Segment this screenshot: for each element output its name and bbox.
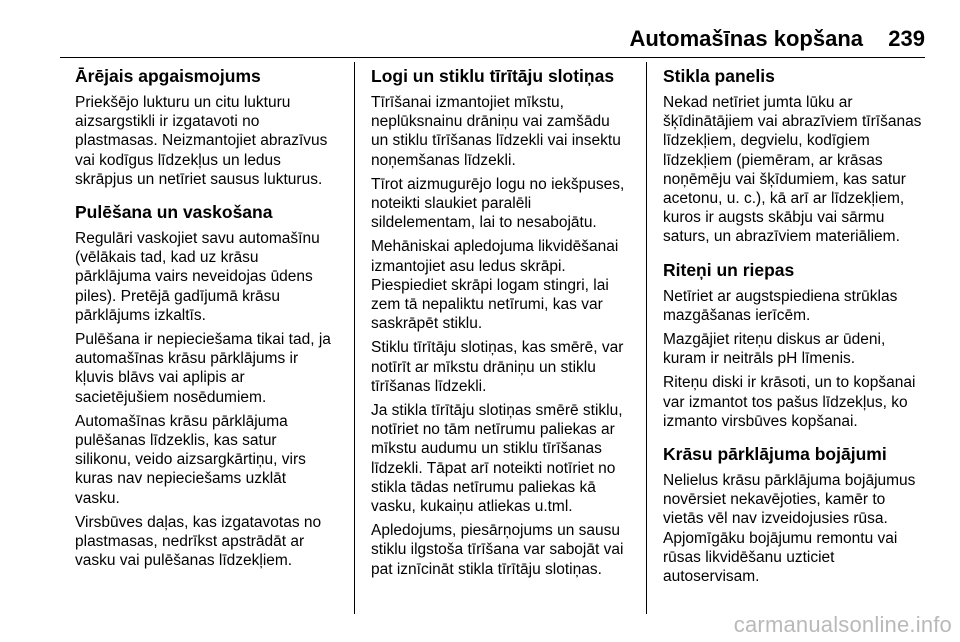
paragraph: Apledojums, piesārņojums un sausu stiklu ilgstoša tīrīšana var sabojāt vai pat iznīcināt stikla tīrītāju slotiņas. bbox=[371, 522, 624, 578]
column-2 bbox=[371, 66, 649, 584]
paragraph: Pulēšana ir nepieciešama tikai tad, ja automašīnas krāsu pārklājums ir kļuvis blāvs vai aplipis ar sacietējušiem nosēdumiem. bbox=[75, 331, 331, 406]
paragraph: Ja stikla tīrītāju slotiņas smērē stiklu, notīriet no tām netīrumu paliekas ar mīkstu audumu un stiklu tīrīšanas līdzekli. Tāpat arī noteikti notīriet no stikla tādas netīrumu paliekas kā vasku, kukaiņu atliekas u.tml. bbox=[371, 402, 623, 516]
page-title: Automašīnas kopšana bbox=[629, 26, 863, 51]
paragraph: Virsbūves daļas, kas izgatavotas no plastmasas, nedrīkst apstrādāt ar vasku vai pulēšanas līdzekļiem. bbox=[75, 513, 322, 570]
watermark: carmanualsonline.info bbox=[733, 612, 952, 637]
paragraph: Mehāniskai apledojuma likvidēšanai izmantojiet asu ledus skrāpi. Piespiediet skrāpi logam stingri, lai zem tā nepaliktu netīrumi, kas var saskrāpēt stiklu. bbox=[371, 238, 619, 333]
paragraph: Stiklu tīrītāju slotiņas, kas smērē, var notīrīt ar mīkstu drāniņu un stiklu tīrīšanas līdzekli. bbox=[371, 339, 624, 395]
paragraph: Tīrīšanai izmantojiet mīkstu, neplūksnainu drāniņu vai zamšādu un stiklu tīrīšanas līdzekli vai insektu noņemšanas līdzekli. bbox=[371, 94, 621, 169]
paragraph: Regulāri vaskojiet savu automašīnu (vēlākais tad, kad uz krāsu pārklājuma vairs neveidojas ūdens piles). Pretējā gadījumā krāsu pārklājums izkaltīs. bbox=[75, 230, 320, 324]
paragraph: Tīrot aizmugurējo logu no iekšpuses, noteikti slaukiet paralēli sildelementam, lai to nesabojātu. bbox=[371, 175, 625, 232]
paragraph: Netīriet ar augstspiediena strūklas mazgāšanas ierīcēm. bbox=[663, 287, 898, 324]
column-3 bbox=[663, 66, 933, 591]
paragraph: Nekad netīriet jumta lūku ar šķīdinātājiem vai abrazīviem tīrīšanas līdzekļiem, degvielu, kodīgiem līdzekļiem (piemēram, ar krāsas noņēmēju vai šķīdumiem, kas satur acetonu, u. c.), kā arī ar līdzekļiem, kuros ir augsts skābju vai sārmu saturs, un abrazīviem materiāliem. bbox=[663, 94, 922, 246]
paragraph: Priekšējo lukturu un citu lukturu aizsargstikli ir izgatavoti no plastmasas. Neizmantojiet abrazīvus vai kodīgus līdzekļus un ledus skrāpjus un netīriet sausus lukturus. bbox=[75, 94, 328, 188]
page-number: 239 bbox=[888, 26, 925, 51]
heading-windows-wipers: Logi un stiklu tīrītāju slotiņas bbox=[371, 66, 615, 86]
heading-paint-damage: Krāsu pārklājuma bojājumi bbox=[663, 444, 887, 465]
page-header bbox=[60, 24, 925, 56]
paragraph: Nelielus krāsu pārklājuma bojājumus novērsiet nekavējoties, kamēr to vietās vēl nav izveidojusies rūsa. Apjomīgāku bojājumu remontu vai rūsas likvidēšanu uzticiet autoservisam. bbox=[663, 472, 916, 586]
heading-polishing-waxing: Pulēšana un vaskošana bbox=[75, 202, 273, 223]
heading-exterior-lighting: Ārējais apgaismojums bbox=[75, 66, 261, 86]
column-1 bbox=[75, 66, 353, 575]
heading-glass-panel: Stikla panelis bbox=[663, 66, 775, 86]
paragraph: Automašīnas krāsu pārklājuma pulēšanas līdzeklis, kas satur silikonu, veido aizsargkārtiņu, virs kuras nav nepieciešams uzklāt vasku. bbox=[75, 412, 306, 507]
paragraph: Mazgājiet riteņu diskus ar ūdeni, kuram ir neitrāls pH līmenis. bbox=[663, 331, 886, 368]
column-divider-1 bbox=[354, 62, 355, 614]
heading-wheels-tyres: Riteņi un riepas bbox=[663, 259, 795, 280]
paragraph: Riteņu diski ir krāsoti, un to kopšanai var izmantot tos pašus līdzekļus, ko izmanto virsbūves kopšanai. bbox=[663, 374, 916, 430]
header-rule bbox=[60, 57, 925, 58]
